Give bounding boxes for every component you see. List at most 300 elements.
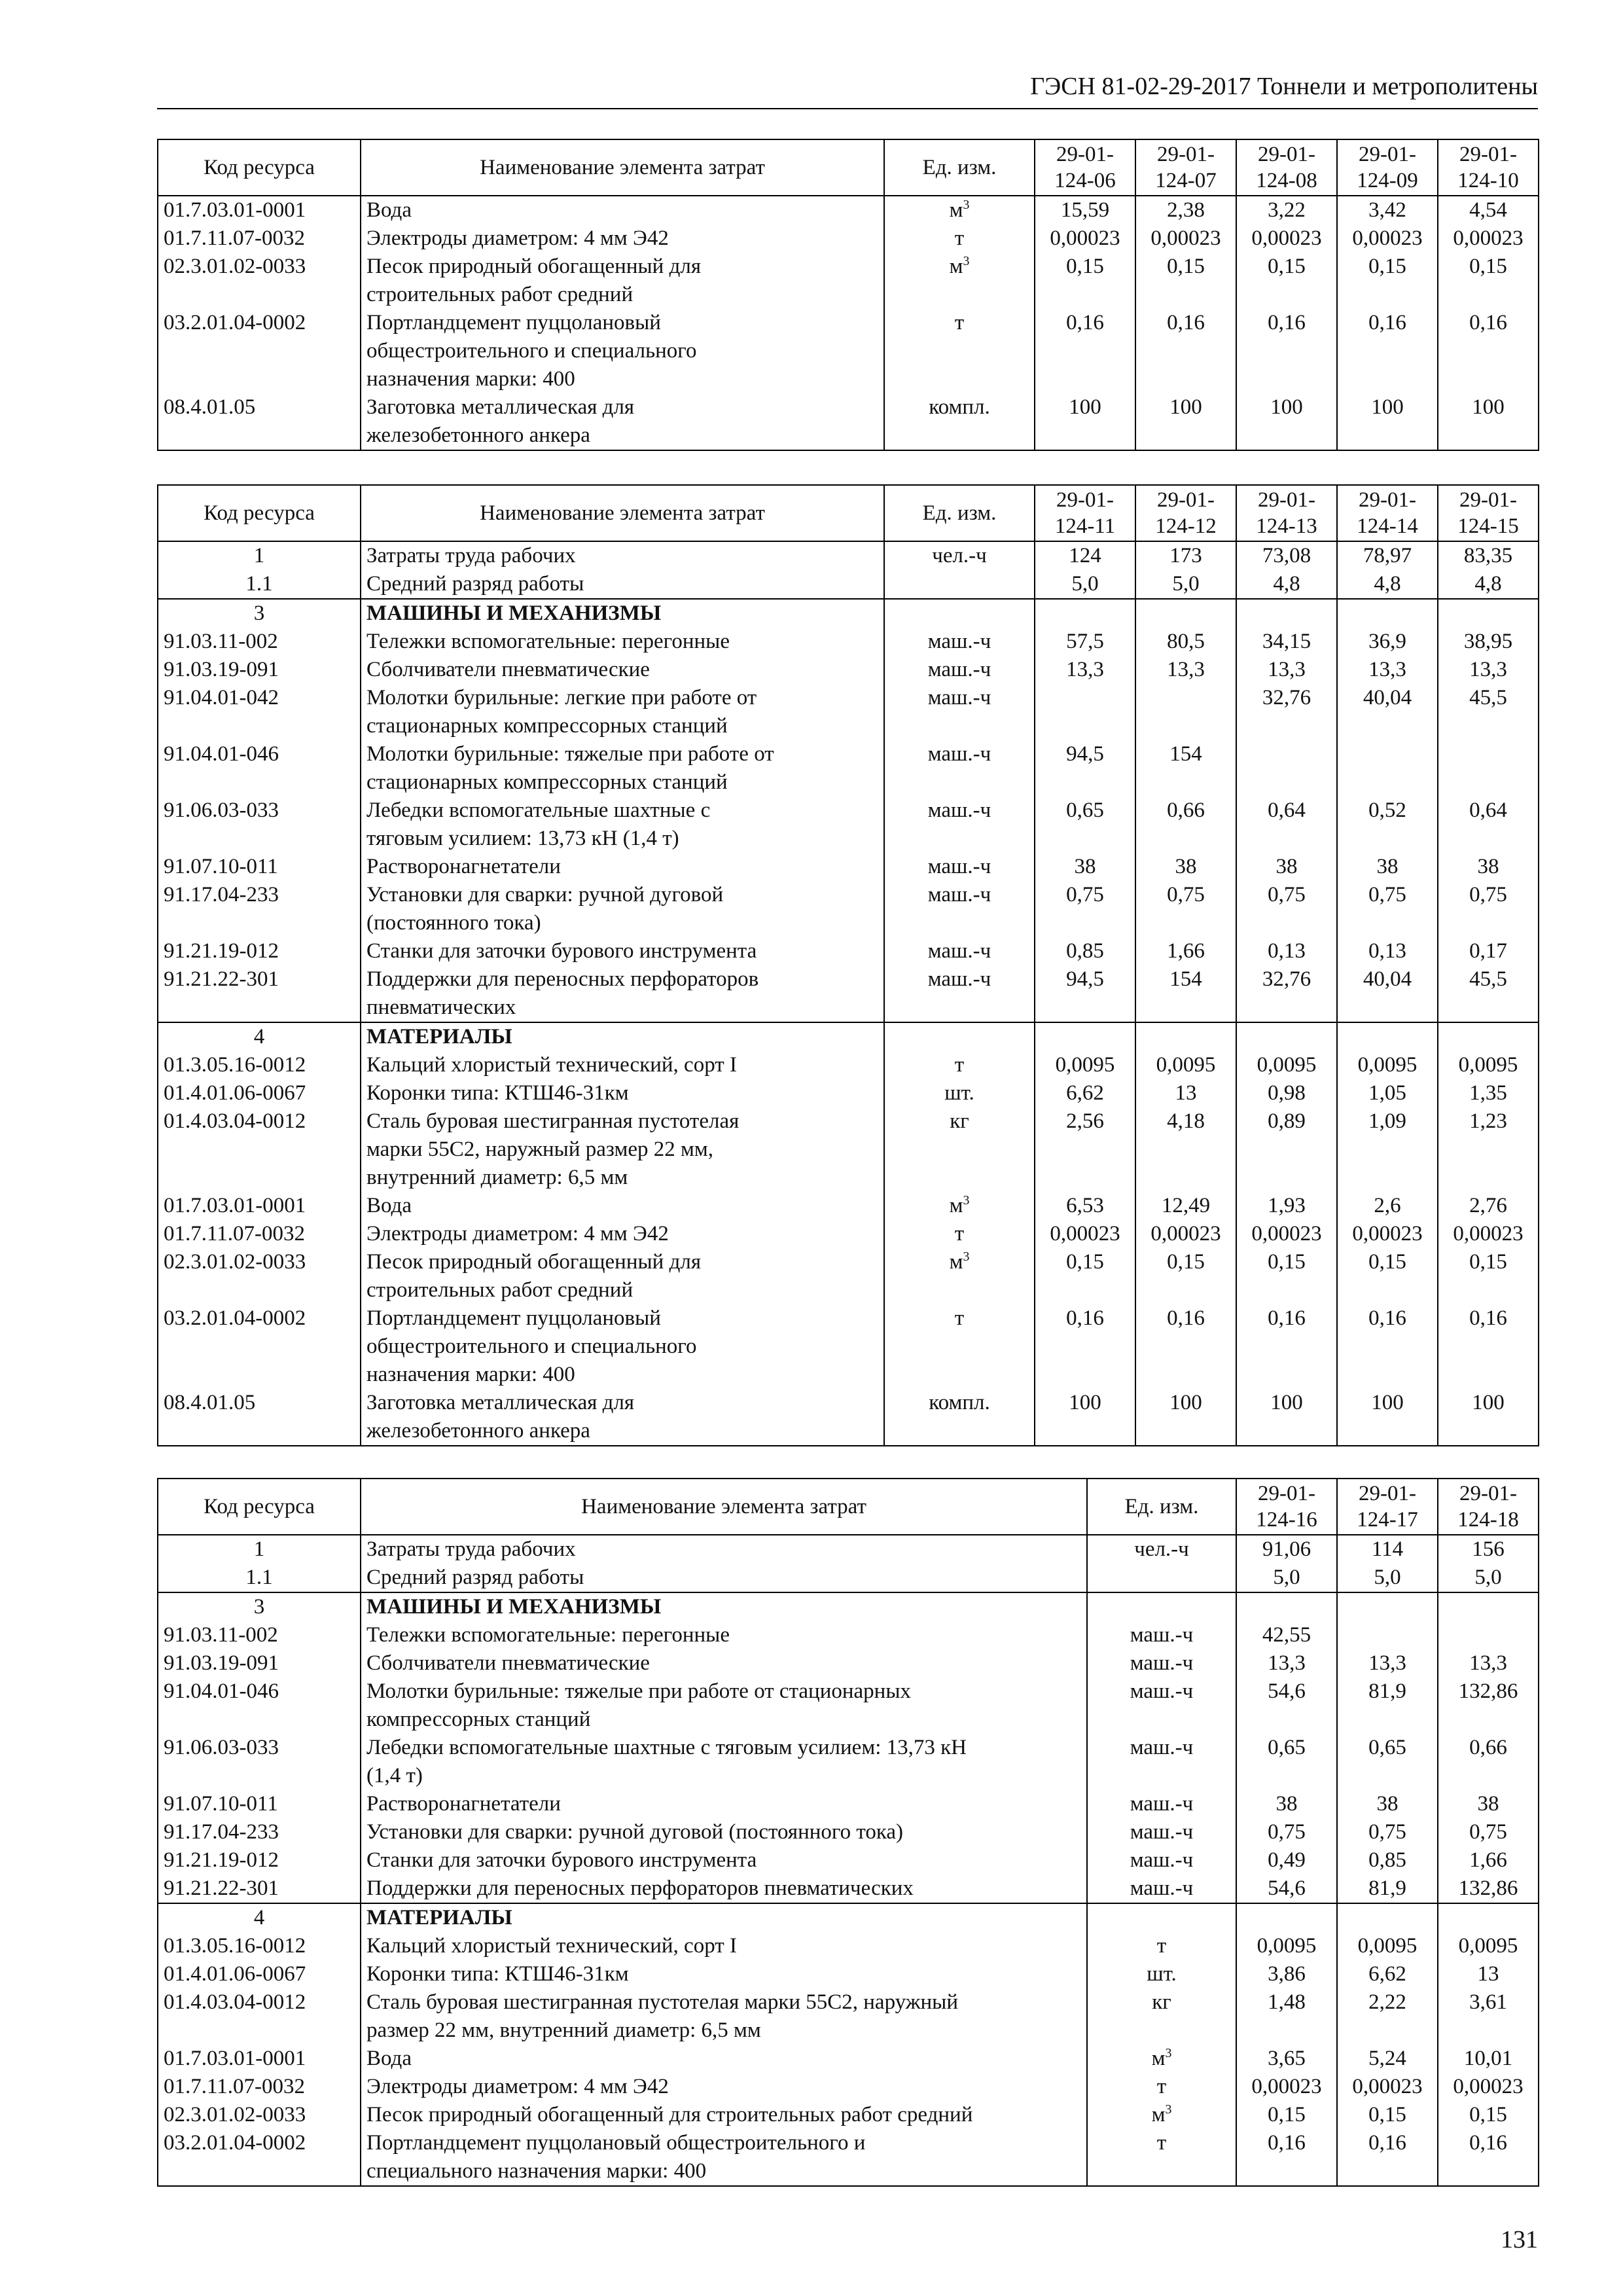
resource-code: 91.06.03-033 xyxy=(158,797,361,853)
value-cell: 38 xyxy=(1438,853,1539,881)
value-cell: 38,95 xyxy=(1438,628,1539,656)
value-cell: 0,16 xyxy=(1035,309,1135,393)
unit-cell xyxy=(884,797,1035,853)
resource-code: 1.1 xyxy=(158,570,361,599)
header-norm-code-line: 124-16 xyxy=(1256,1508,1317,1532)
resource-name-line: Песок природный обогащенный для xyxy=(366,1250,702,1274)
value-cell xyxy=(1035,599,1135,628)
resource-name-line: специального назначения марки: 400 xyxy=(366,2159,707,2183)
unit-text: компл. xyxy=(929,395,990,419)
resource-name-line: Тележки вспомогательные: перегонные xyxy=(366,1623,730,1647)
resource-name-line: (1,4 т) xyxy=(366,1764,423,1787)
header-norm-code xyxy=(1438,1479,1539,1535)
table-row xyxy=(158,1846,1539,1874)
value-cell xyxy=(1135,1022,1236,1051)
resource-name-line: строительных работ средний xyxy=(366,283,633,306)
value-cell: 4,54 xyxy=(1438,196,1539,224)
resource-name xyxy=(361,393,884,450)
unit-cell xyxy=(884,1389,1035,1446)
resource-name xyxy=(361,1790,1087,1818)
resource-name-line: внутренний диаметр: 6,5 мм xyxy=(366,1166,628,1189)
value-cell: 0,16 xyxy=(1236,309,1337,393)
unit-cell xyxy=(1087,1903,1236,1932)
resource-name xyxy=(361,1960,1087,1988)
table-row xyxy=(158,224,1539,253)
header-unit: Ед. изм. xyxy=(1087,1479,1236,1535)
unit-text: т xyxy=(954,1053,965,1077)
resource-name xyxy=(361,740,884,797)
table-row xyxy=(158,1220,1539,1248)
value-cell: 38 xyxy=(1035,853,1135,881)
value-cell xyxy=(1236,1022,1337,1051)
resource-name-line: общестроительного и специального xyxy=(366,1335,697,1358)
value-cell: 54,6 xyxy=(1236,1874,1337,1903)
resource-code: 4 xyxy=(158,1022,361,1051)
resource-name-line: МАТЕРИАЛЫ xyxy=(366,1906,512,1929)
value-cell: 13,3 xyxy=(1438,656,1539,684)
value-cell: 0,75 xyxy=(1438,1818,1539,1846)
table-body xyxy=(158,196,1539,450)
resource-code: 02.3.01.02-0033 xyxy=(158,1248,361,1304)
resource-code: 91.17.04-233 xyxy=(158,1818,361,1846)
unit-text: маш.-ч xyxy=(927,855,991,878)
value-cell: 0,0095 xyxy=(1438,1051,1539,1079)
resource-name xyxy=(361,628,884,656)
header-norm-code-line: 29-01- xyxy=(1056,488,1114,512)
table-row xyxy=(158,1818,1539,1846)
header-norm-code xyxy=(1438,485,1539,541)
resource-name-line: Молотки бурильные: легкие при работе от xyxy=(366,686,757,709)
header-rule xyxy=(157,108,1538,109)
resource-name xyxy=(361,309,884,393)
resource-code: 08.4.01.05 xyxy=(158,393,361,450)
resource-name-line: Коронки типа: КТШ46-31км xyxy=(366,1962,629,1986)
unit-text: кг xyxy=(1152,1990,1171,2014)
value-cell: 12,49 xyxy=(1135,1192,1236,1220)
resource-name xyxy=(361,2101,1087,2129)
header-norm-code xyxy=(1337,1479,1438,1535)
unit-text: м xyxy=(949,198,963,222)
value-cell: 57,5 xyxy=(1035,628,1135,656)
unit-cell xyxy=(1087,1932,1236,1960)
resource-table-3 xyxy=(157,1478,1539,2187)
resource-code: 01.3.05.16-0012 xyxy=(158,1051,361,1079)
header-norm-code xyxy=(1236,139,1337,196)
resource-name-line: Сталь буровая шестигранная пустотелая xyxy=(366,1109,740,1133)
resource-name xyxy=(361,1535,1087,1564)
value-cell: 5,0 xyxy=(1236,1564,1337,1592)
value-cell: 13,3 xyxy=(1135,656,1236,684)
value-cell: 0,85 xyxy=(1035,937,1135,965)
table-row xyxy=(158,656,1539,684)
unit-text: маш.-ч xyxy=(927,630,991,653)
value-cell: 132,86 xyxy=(1438,1874,1539,1903)
header-norm-code-line: 29-01- xyxy=(1258,1482,1315,1505)
unit-cell xyxy=(884,740,1035,797)
resource-code: 01.7.11.07-0032 xyxy=(158,1220,361,1248)
unit-cell xyxy=(1087,2129,1236,2186)
header-name: Наименование элемента затрат xyxy=(361,485,884,541)
table-row xyxy=(158,1874,1539,1903)
unit-cell xyxy=(1087,1818,1236,1846)
unit-cell xyxy=(884,1304,1035,1389)
resource-name-line: МАШИНЫ И МЕХАНИЗМЫ xyxy=(366,1595,662,1619)
value-cell: 0,15 xyxy=(1337,2101,1438,2129)
resource-table-1 xyxy=(157,139,1539,451)
value-cell: 0,16 xyxy=(1236,2129,1337,2186)
resource-name xyxy=(361,1592,1087,1621)
resource-name-line: Станки для заточки бурового инструмента xyxy=(366,939,757,963)
value-cell xyxy=(1236,1903,1337,1932)
resource-name xyxy=(361,570,884,599)
table-row xyxy=(158,1677,1539,1734)
value-cell: 100 xyxy=(1236,393,1337,450)
value-cell: 15,59 xyxy=(1035,196,1135,224)
unit-cell xyxy=(884,1022,1035,1051)
unit-cell xyxy=(884,853,1035,881)
resource-code: 01.4.01.06-0067 xyxy=(158,1079,361,1107)
header-norm-code-line: 29-01- xyxy=(1359,143,1416,166)
value-cell: 100 xyxy=(1035,393,1135,450)
value-cell: 0,00023 xyxy=(1236,224,1337,253)
resource-code: 01.7.11.07-0032 xyxy=(158,224,361,253)
header-norm-code-line: 29-01- xyxy=(1359,488,1416,512)
resource-name-line: Песок природный обогащенный для xyxy=(366,255,702,278)
unit-text: м xyxy=(949,1194,963,1217)
header-norm-code-line: 29-01- xyxy=(1459,143,1517,166)
resource-name xyxy=(361,881,884,937)
unit-text: маш.-ч xyxy=(927,742,991,766)
unit-cell xyxy=(1087,1790,1236,1818)
resource-name xyxy=(361,1192,884,1220)
section-header-row xyxy=(158,599,1539,628)
resource-name-line: Коронки типа: КТШ46-31км xyxy=(366,1081,629,1105)
value-cell: 0,16 xyxy=(1438,1304,1539,1389)
value-cell: 173 xyxy=(1135,541,1236,570)
section-header-row xyxy=(158,1592,1539,1621)
value-cell: 13,3 xyxy=(1438,1649,1539,1677)
resource-name-line: Тележки вспомогательные: перегонные xyxy=(366,630,730,653)
value-cell: 80,5 xyxy=(1135,628,1236,656)
resource-name-line: марки 55С2, наружный размер 22 мм, xyxy=(366,1138,713,1161)
unit-cell xyxy=(884,628,1035,656)
table-row xyxy=(158,1734,1539,1790)
resource-name-line: МАТЕРИАЛЫ xyxy=(366,1025,512,1049)
header-norm-code xyxy=(1438,139,1539,196)
header-norm-code xyxy=(1236,1479,1337,1535)
value-cell: 1,05 xyxy=(1337,1079,1438,1107)
resource-name-line: МАШИНЫ И МЕХАНИЗМЫ xyxy=(366,601,662,625)
value-cell: 13,3 xyxy=(1337,656,1438,684)
resource-code: 91.07.10-011 xyxy=(158,1790,361,1818)
table-row xyxy=(158,1192,1539,1220)
unit-text: т xyxy=(1156,2075,1167,2098)
header-norm-code-line: 124-12 xyxy=(1155,514,1217,538)
resource-name-line: Молотки бурильные: тяжелые при работе от стационарных xyxy=(366,1679,912,1703)
unit-text: маш.-ч xyxy=(927,658,991,681)
resource-name-line: железобетонного анкера xyxy=(366,1419,590,1443)
value-cell: 54,6 xyxy=(1236,1677,1337,1734)
resource-code: 03.2.01.04-0002 xyxy=(158,1304,361,1389)
table-row xyxy=(158,1079,1539,1107)
value-cell: 0,0095 xyxy=(1337,1051,1438,1079)
value-cell: 0,16 xyxy=(1135,309,1236,393)
value-cell xyxy=(1135,684,1236,740)
header-code: Код ресурса xyxy=(158,139,361,196)
resource-name xyxy=(361,1988,1087,2045)
value-cell: 0,16 xyxy=(1337,1304,1438,1389)
header-norm-code-line: 124-08 xyxy=(1256,169,1317,192)
resource-code: 01.7.11.07-0032 xyxy=(158,2073,361,2101)
unit-text: маш.-ч xyxy=(1130,1820,1194,1844)
resource-name-line: Станки для заточки бурового инструмента xyxy=(366,1848,757,1872)
value-cell: 0,00023 xyxy=(1135,1220,1236,1248)
unit-superscript: 3 xyxy=(963,1193,970,1208)
unit-cell xyxy=(1087,2073,1236,2101)
unit-cell xyxy=(1087,1874,1236,1903)
unit-cell xyxy=(884,253,1035,309)
header-norm-code-line: 29-01- xyxy=(1459,488,1517,512)
unit-cell xyxy=(1087,1649,1236,1677)
unit-superscript: 3 xyxy=(963,1249,970,1264)
value-cell: 4,18 xyxy=(1135,1107,1236,1192)
value-cell: 81,9 xyxy=(1337,1677,1438,1734)
unit-text: маш.-ч xyxy=(927,686,991,709)
resource-name xyxy=(361,1079,884,1107)
resource-name-line: Сболчиватели пневматические xyxy=(366,658,650,681)
value-cell xyxy=(1337,1621,1438,1649)
resource-name-line: Кальций хлористый технический, сорт I xyxy=(366,1934,737,1958)
resource-name xyxy=(361,937,884,965)
value-cell xyxy=(1035,1022,1135,1051)
value-cell xyxy=(1438,1592,1539,1621)
table-header xyxy=(158,485,1539,541)
value-cell: 0,64 xyxy=(1236,797,1337,853)
unit-cell xyxy=(884,1079,1035,1107)
value-cell: 5,0 xyxy=(1438,1564,1539,1592)
resource-name-line: Лебедки вспомогательные шахтные с тяговым усилием: 13,73 кН xyxy=(366,1736,967,1759)
value-cell: 0,16 xyxy=(1438,2129,1539,2186)
resource-code: 01.4.03.04-0012 xyxy=(158,1107,361,1192)
resource-code: 1 xyxy=(158,541,361,570)
value-cell: 0,65 xyxy=(1236,1734,1337,1790)
table-row xyxy=(158,2045,1539,2073)
value-cell: 100 xyxy=(1438,1389,1539,1446)
unit-cell xyxy=(884,684,1035,740)
resource-name-line: Затраты труда рабочих xyxy=(366,1537,576,1561)
resource-name-line: Установки для сварки: ручной дуговой xyxy=(366,883,724,906)
value-cell: 0,0095 xyxy=(1438,1932,1539,1960)
resource-name xyxy=(361,1874,1087,1903)
table-row xyxy=(158,253,1539,309)
unit-cell xyxy=(1087,1988,1236,2045)
resource-code: 01.7.03.01-0001 xyxy=(158,2045,361,2073)
unit-cell xyxy=(1087,1960,1236,1988)
unit-superscript: 3 xyxy=(1165,2046,1172,2060)
resource-code: 02.3.01.02-0033 xyxy=(158,2101,361,2129)
value-cell: 32,76 xyxy=(1236,965,1337,1022)
table-row xyxy=(158,1988,1539,2045)
resource-name xyxy=(361,1677,1087,1734)
resource-name xyxy=(361,1220,884,1248)
value-cell: 91,06 xyxy=(1236,1535,1337,1564)
value-cell: 2,76 xyxy=(1438,1192,1539,1220)
unit-cell xyxy=(884,881,1035,937)
unit-text: маш.-ч xyxy=(1130,1876,1194,1900)
table-row xyxy=(158,196,1539,224)
header-norm-code-line: 124-09 xyxy=(1357,169,1418,192)
header-norm-code-line: 124-10 xyxy=(1457,169,1519,192)
value-cell: 0,98 xyxy=(1236,1079,1337,1107)
value-cell: 3,86 xyxy=(1236,1960,1337,1988)
unit-cell xyxy=(1087,1677,1236,1734)
table-row xyxy=(158,309,1539,393)
resource-name xyxy=(361,196,884,224)
value-cell: 0,15 xyxy=(1438,253,1539,309)
table-row xyxy=(158,797,1539,853)
value-cell: 100 xyxy=(1337,1389,1438,1446)
resource-code: 91.17.04-233 xyxy=(158,881,361,937)
unit-text: маш.-ч xyxy=(927,883,991,906)
value-cell: 0,75 xyxy=(1236,881,1337,937)
value-cell: 5,0 xyxy=(1337,1564,1438,1592)
value-cell: 0,75 xyxy=(1337,881,1438,937)
value-cell: 73,08 xyxy=(1236,541,1337,570)
resource-name-line: Сталь буровая шестигранная пустотелая марки 55С2, наружный xyxy=(366,1990,959,2014)
value-cell xyxy=(1236,740,1337,797)
unit-cell xyxy=(1087,1621,1236,1649)
value-cell: 78,97 xyxy=(1337,541,1438,570)
resource-name xyxy=(361,541,884,570)
value-cell: 13,3 xyxy=(1035,656,1135,684)
resource-code: 91.21.19-012 xyxy=(158,937,361,965)
resource-name-line: Песок природный обогащенный для строительных работ средний xyxy=(366,2103,973,2126)
unit-text: м xyxy=(1151,2047,1166,2070)
resource-name xyxy=(361,1107,884,1192)
resource-name-line: Электроды диаметром: 4 мм Э42 xyxy=(366,2075,669,2098)
resource-code: 4 xyxy=(158,1903,361,1932)
table-row xyxy=(158,1960,1539,1988)
header-norm-code xyxy=(1035,485,1135,541)
value-cell: 0,00023 xyxy=(1438,224,1539,253)
table-row xyxy=(158,2129,1539,2186)
value-cell: 42,55 xyxy=(1236,1621,1337,1649)
value-cell: 40,04 xyxy=(1337,965,1438,1022)
resource-code: 01.3.05.16-0012 xyxy=(158,1932,361,1960)
resource-code: 3 xyxy=(158,1592,361,1621)
resource-name-line: Портландцемент пуццолановый xyxy=(366,311,661,334)
header-norm-code xyxy=(1337,139,1438,196)
resource-name xyxy=(361,1022,884,1051)
unit-text: маш.-ч xyxy=(927,798,991,822)
resource-code: 02.3.01.02-0033 xyxy=(158,253,361,309)
value-cell: 0,15 xyxy=(1337,253,1438,309)
resource-name xyxy=(361,1846,1087,1874)
unit-text: т xyxy=(954,1306,965,1330)
header-norm-code xyxy=(1135,485,1236,541)
value-cell: 0,00023 xyxy=(1236,1220,1337,1248)
value-cell: 3,22 xyxy=(1236,196,1337,224)
header-norm-code-line: 29-01- xyxy=(1056,143,1114,166)
resource-name xyxy=(361,797,884,853)
unit-text: маш.-ч xyxy=(1130,1736,1194,1759)
unit-cell xyxy=(1087,1846,1236,1874)
resource-name-line: Молотки бурильные: тяжелые при работе от xyxy=(366,742,774,766)
value-cell xyxy=(1337,599,1438,628)
resource-code: 3 xyxy=(158,599,361,628)
value-cell: 0,15 xyxy=(1337,1248,1438,1304)
resource-name xyxy=(361,1248,884,1304)
resource-code: 91.07.10-011 xyxy=(158,853,361,881)
table-row xyxy=(158,881,1539,937)
value-cell xyxy=(1438,740,1539,797)
value-cell: 0,00023 xyxy=(1035,1220,1135,1248)
table-row xyxy=(158,740,1539,797)
value-cell: 3,61 xyxy=(1438,1988,1539,2045)
unit-text: кг xyxy=(950,1109,969,1133)
value-cell: 32,76 xyxy=(1236,684,1337,740)
page-number: 131 xyxy=(1501,2226,1538,2253)
value-cell: 124 xyxy=(1035,541,1135,570)
unit-cell xyxy=(884,1107,1035,1192)
header-row xyxy=(158,485,1539,541)
value-cell xyxy=(1438,1621,1539,1649)
value-cell: 0,15 xyxy=(1135,253,1236,309)
resource-code: 01.7.03.01-0001 xyxy=(158,196,361,224)
resource-code: 03.2.01.04-0002 xyxy=(158,2129,361,2186)
table-header xyxy=(158,139,1539,196)
unit-cell xyxy=(884,309,1035,393)
unit-text: м xyxy=(949,255,963,278)
resource-name xyxy=(361,1818,1087,1846)
value-cell: 0,00023 xyxy=(1438,2073,1539,2101)
value-cell: 114 xyxy=(1337,1535,1438,1564)
value-cell: 13,3 xyxy=(1236,1649,1337,1677)
value-cell: 6,62 xyxy=(1035,1079,1135,1107)
resource-name-line: тяговым усилием: 13,73 кН (1,4 т) xyxy=(366,827,679,850)
value-cell: 83,35 xyxy=(1438,541,1539,570)
value-cell: 5,0 xyxy=(1035,570,1135,599)
value-cell: 4,8 xyxy=(1438,570,1539,599)
resource-name-line: Кальций хлористый технический, сорт I xyxy=(366,1053,737,1077)
value-cell: 0,00023 xyxy=(1337,2073,1438,2101)
unit-cell xyxy=(884,541,1035,570)
resource-name-line: (постоянного тока) xyxy=(366,911,541,935)
resource-code: 03.2.01.04-0002 xyxy=(158,309,361,393)
table-row xyxy=(158,541,1539,570)
header-norm-code-line: 124-11 xyxy=(1054,514,1116,538)
table-body xyxy=(158,541,1539,1446)
resource-code: 01.4.03.04-0012 xyxy=(158,1988,361,2045)
header-norm-code xyxy=(1135,139,1236,196)
resource-name-line: Затраты труда рабочих xyxy=(366,544,576,567)
table-row xyxy=(158,2101,1539,2129)
unit-text: маш.-ч xyxy=(1130,1792,1194,1816)
resource-name xyxy=(361,1304,884,1389)
unit-text: шт. xyxy=(944,1081,974,1105)
resource-name-line: Вода xyxy=(366,1194,412,1217)
unit-text: маш.-ч xyxy=(927,939,991,963)
value-cell: 0,15 xyxy=(1135,1248,1236,1304)
section-header-row xyxy=(158,1022,1539,1051)
unit-text: маш.-ч xyxy=(1130,1848,1194,1872)
value-cell xyxy=(1438,599,1539,628)
resource-name-line: пневматических xyxy=(366,996,516,1019)
value-cell: 0,65 xyxy=(1035,797,1135,853)
header-row xyxy=(158,139,1539,196)
resource-name xyxy=(361,253,884,309)
header-norm-code-line: 124-06 xyxy=(1054,169,1116,192)
